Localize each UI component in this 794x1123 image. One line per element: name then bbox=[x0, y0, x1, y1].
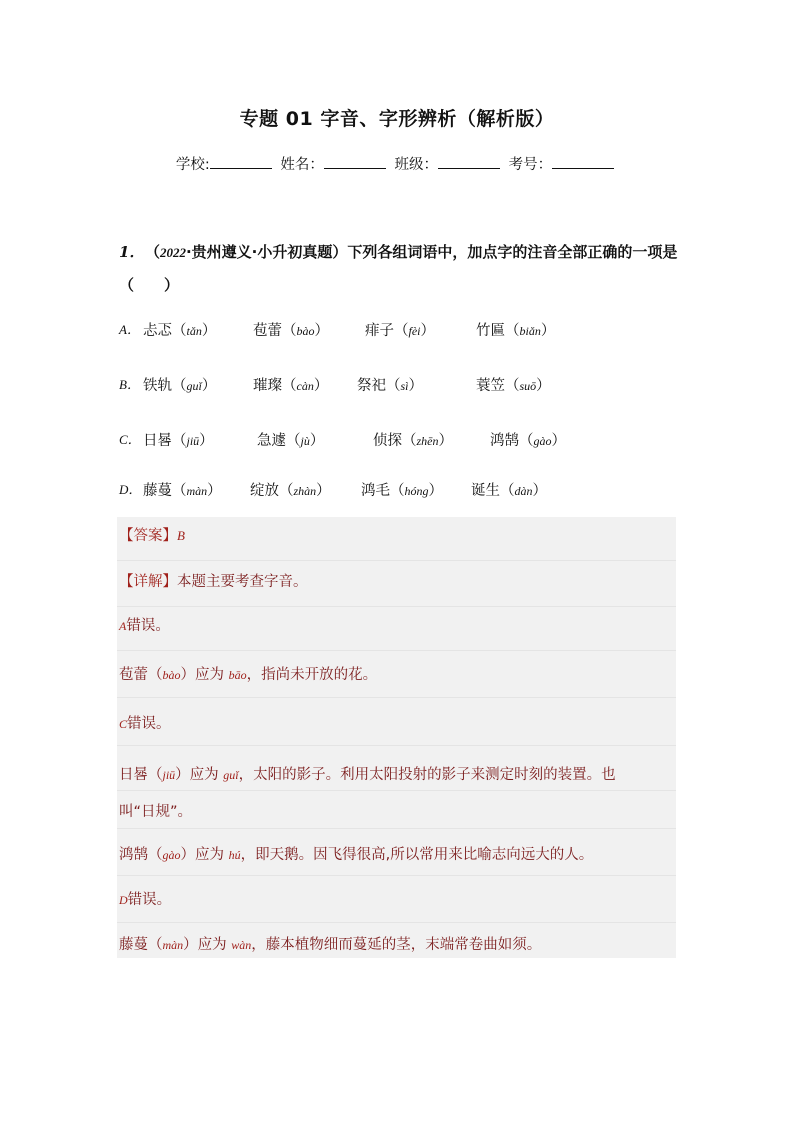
option-letter: C． bbox=[119, 432, 141, 447]
pinyin: gào bbox=[533, 434, 552, 448]
option-b bbox=[119, 374, 551, 398]
word: 祭祀 bbox=[357, 378, 386, 394]
word: 鸿毛 bbox=[361, 483, 390, 499]
word: 铁轨 bbox=[143, 378, 172, 394]
should-be: 应为 bbox=[195, 667, 224, 683]
answer-divider bbox=[117, 922, 676, 923]
word: 日晷 bbox=[119, 767, 148, 783]
pinyin: jù bbox=[300, 434, 310, 448]
should-be: 应为 bbox=[195, 847, 224, 863]
pinyin: fèi bbox=[408, 324, 421, 338]
detail-a-body: 苞蕾（bào）应为 bāo，指尚未开放的花。 bbox=[119, 667, 378, 683]
pinyin: guǐ bbox=[186, 379, 202, 393]
pinyin: zhàn bbox=[293, 484, 317, 498]
word: 藤蔓 bbox=[119, 937, 148, 953]
answer-line bbox=[119, 524, 185, 545]
option-item: 铁轨（guǐ） bbox=[143, 378, 217, 394]
exam-no-label: 考号： bbox=[508, 157, 553, 173]
right-pinyin: wàn bbox=[231, 938, 252, 952]
question-source-year: 2022 bbox=[159, 245, 186, 260]
question-source-open: （ bbox=[152, 243, 160, 261]
detail-c1-body: 日晷（jiū）应为 guǐ，太阳的影子。利用太阳投射的影子来测定时刻的装置。也 bbox=[119, 767, 616, 783]
school-blank bbox=[210, 154, 272, 169]
question-number: 1． bbox=[119, 243, 145, 261]
option-item: 藤蔓（màn） bbox=[143, 483, 222, 499]
school-label: 学校: bbox=[175, 157, 210, 173]
pinyin: suō bbox=[519, 379, 537, 393]
wrong-pinyin: màn bbox=[162, 938, 184, 952]
option-item: 竹匾（biǎn） bbox=[476, 323, 556, 339]
word: 竹匾 bbox=[476, 323, 505, 339]
word: 苞蕾 bbox=[119, 667, 148, 683]
detail-c1-body-cont bbox=[119, 800, 192, 821]
option-item: 祭祀（sì） bbox=[357, 378, 424, 394]
word: 鸿鹄 bbox=[490, 433, 519, 449]
detail-c2-body: 鸿鹄（gào）应为 hú，即天鹅。因飞得很高,所以常用来比喻志向远大的人。 bbox=[119, 847, 594, 863]
answer-divider bbox=[117, 560, 676, 561]
option-item: 绽放（zhàn） bbox=[250, 483, 331, 499]
student-info-line bbox=[0, 153, 794, 174]
option-item: 诞生（dàn） bbox=[471, 483, 547, 499]
should-be: 应为 bbox=[189, 767, 219, 783]
wrong-pinyin: gào bbox=[162, 848, 181, 862]
detail-text: 本题主要考查字音。 bbox=[177, 574, 308, 590]
right-pinyin: bāo bbox=[228, 668, 247, 682]
class-blank bbox=[438, 154, 500, 169]
answer-divider bbox=[117, 745, 676, 746]
class-label: 班级： bbox=[394, 157, 438, 173]
name-label: 姓名： bbox=[280, 157, 324, 173]
right-pinyin: guǐ bbox=[223, 768, 239, 782]
pinyin: zhēn bbox=[416, 434, 439, 448]
detail-tag: 【详解】 bbox=[119, 574, 177, 590]
answer-tag: 【答案】 bbox=[119, 528, 177, 544]
pinyin: sì bbox=[400, 379, 409, 393]
explanation-cont: 叫“日规”。 bbox=[119, 804, 193, 820]
detail-d-header bbox=[119, 888, 171, 909]
question-1 bbox=[119, 236, 679, 302]
option-item: 急遽（jù） bbox=[257, 433, 325, 449]
pinyin: jiū bbox=[186, 434, 200, 448]
word: 日晷 bbox=[143, 433, 172, 449]
word: 忐忑 bbox=[143, 323, 172, 339]
word: 璀璨 bbox=[253, 378, 282, 394]
word: 苞蕾 bbox=[253, 323, 282, 339]
pinyin: tǎn bbox=[186, 324, 202, 338]
option-item: 鸿毛（hóng） bbox=[361, 483, 443, 499]
wrong-text: 错误。 bbox=[127, 716, 171, 732]
option-letter: C bbox=[119, 717, 128, 731]
detail-d-body: 藤蔓（màn）应为 wàn，藤本植物细而蔓延的茎，末端常卷曲如须。 bbox=[119, 937, 542, 953]
answer-divider bbox=[117, 650, 676, 651]
option-item: 痱子（fèi） bbox=[365, 323, 435, 339]
exam-no-blank bbox=[552, 154, 614, 169]
answer-divider bbox=[117, 606, 676, 607]
word: 藤蔓 bbox=[143, 483, 172, 499]
option-item: 日晷（jiū） bbox=[143, 433, 214, 449]
option-item: 璀璨（càn） bbox=[253, 378, 329, 394]
answer-divider bbox=[117, 828, 676, 829]
option-a bbox=[119, 319, 556, 343]
should-be: 应为 bbox=[197, 937, 227, 953]
name-blank bbox=[324, 154, 386, 169]
page-title: 专题 01 字音、字形辨析（解析版） bbox=[239, 108, 555, 130]
pinyin: biǎn bbox=[519, 324, 541, 338]
pinyin: dàn bbox=[514, 484, 533, 498]
answer-divider bbox=[117, 697, 676, 698]
answer-divider bbox=[117, 875, 676, 876]
option-letter: D． bbox=[119, 482, 142, 497]
pinyin: hóng bbox=[404, 484, 429, 498]
word: 急遽 bbox=[257, 433, 286, 449]
word: 痱子 bbox=[365, 323, 394, 339]
pinyin: càn bbox=[296, 379, 314, 393]
option-letter: A bbox=[119, 619, 127, 633]
option-c bbox=[119, 429, 566, 453]
answer-divider bbox=[117, 790, 676, 791]
explanation: ，指尚未开放的花。 bbox=[246, 667, 378, 683]
option-item: 蓑笠（suō） bbox=[476, 378, 551, 394]
wrong-pinyin: jiū bbox=[162, 768, 176, 782]
pinyin: bào bbox=[296, 324, 315, 338]
pinyin: màn bbox=[186, 484, 208, 498]
option-item: 侦探（zhēn） bbox=[373, 433, 453, 449]
option-letter: B． bbox=[119, 377, 140, 392]
wrong-pinyin: bào bbox=[162, 668, 181, 682]
option-letter: D bbox=[119, 893, 128, 907]
explanation: ，太阳的影子。利用太阳投射的影子来测定时刻的装置。也 bbox=[238, 767, 616, 783]
option-item: 鸿鹄（gào） bbox=[490, 433, 566, 449]
option-d bbox=[119, 479, 547, 503]
option-item: 忐忑（tǎn） bbox=[143, 323, 217, 339]
option-item: 苞蕾（bào） bbox=[253, 323, 329, 339]
detail-line bbox=[119, 570, 308, 591]
answer-value: B bbox=[177, 528, 185, 543]
option-letter: A． bbox=[119, 322, 140, 337]
detail-c-header bbox=[119, 712, 171, 733]
word: 诞生 bbox=[471, 483, 500, 499]
word: 侦探 bbox=[373, 433, 402, 449]
wrong-text: 错误。 bbox=[126, 618, 170, 634]
word: 绽放 bbox=[250, 483, 279, 499]
detail-a-header bbox=[119, 614, 170, 635]
word: 蓑笠 bbox=[476, 378, 505, 394]
explanation: ，即天鹅。因飞得很高,所以常用来比喻志向远大的人。 bbox=[240, 847, 594, 863]
word: 鸿鹄 bbox=[119, 847, 148, 863]
question-stem: 下列各组词语中，加点字的注音全部正确的一项是（ ） bbox=[119, 243, 678, 294]
question-source: ·贵州遵义·小升初真题） bbox=[185, 243, 348, 261]
wrong-text: 错误。 bbox=[127, 892, 172, 908]
right-pinyin: hú bbox=[228, 848, 241, 862]
explanation: ，藤本植物细而蔓延的茎，末端常卷曲如须。 bbox=[251, 937, 542, 953]
